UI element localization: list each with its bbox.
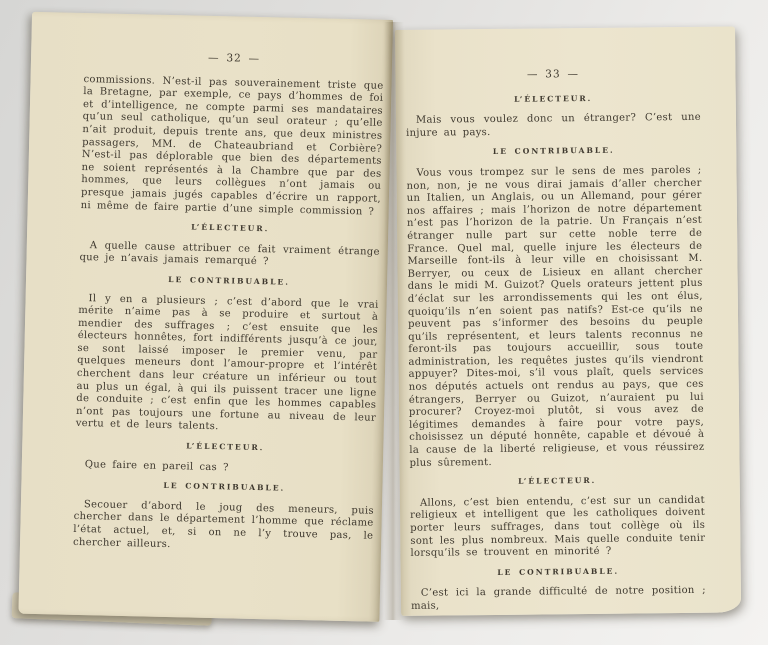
paragraph: commissions. N’est-il pas souverainement triste que la Bretagne, par exemple, ce pays d’hommes de foi et d’intelligence, ne compte parmi ses mandataires qu’un seul catholique, qu’un seul orateur ; qu’elle n’ait produit, depuis trente ans, que deux ministres passagers, MM. de Chateaubriand et Corbière? N’est-il pas déplorable que bien des départements ne soient représentés à la Chambre que par des hommes, que leurs collègues n’ont jamais ou presque jamais jugés capables d’écrire un rapport, ni même de faire partie d’une simple commission ? bbox=[80, 73, 384, 218]
left-page bbox=[18, 12, 393, 622]
paragraph: C’est ici la grande difficulté de notre position ; mais, bbox=[410, 585, 706, 612]
right-page-number: — 33 — bbox=[526, 68, 580, 81]
speaker-heading: L’ÉLECTEUR. bbox=[518, 476, 597, 486]
speaker-heading: LE CONTRIBUABLE. bbox=[163, 481, 286, 493]
paragraph: Vous vous trompez sur le sens de mes paroles ; non, non, je ne vous dirai jamais d’aller chercher un Italien, un Anglais, ou un Allemand, pour gérer nos affaires ; mais l’horizon de notre département n’est pas l’horizon de la patrie. Un Français n’est étranger nulle part sur cette noble terre de France. Quel mal, quelle injure les électeurs de Marseille font-ils à leur ville en choisissant M. Berryer, ou ceux de Lisieux en allant chercher dans le midi M. Guizot? Quels orateurs jettent plus d’éclat sur les arrondissements qui les ont élus, quoiqu’ils n’en soient pas natifs? Est-ce qu’ils ne peuvent pas s’informer des besoins du peuple qu’ils représentent, et leurs talents reconnus ne feront-ils pas toujours accueillir, sous toute administration, les requêtes justes qu’ils viendront appuyer? Dites-moi, s’il vous plaît, quels services nos députés actuels ont rendus au pays, que ces étrangers, Berryer ou Guizot, n’auraient pu lui procurer? Croyez-moi plutôt, si vous avez de légitimes demandes à faire pour votre pays, choisissez un député honnête, capable et dévoué à la cause de la liberté religieuse, et vous réussirez plus sûrement. bbox=[406, 164, 705, 469]
speaker-heading: L’ÉLECTEUR. bbox=[186, 441, 265, 453]
right-page bbox=[395, 26, 741, 616]
left-page-number: — 32 — bbox=[207, 51, 261, 65]
speaker-heading: L’ÉLECTEUR. bbox=[191, 222, 270, 234]
paragraph: A quelle cause attribuer ce fait vraiment étrange que je n’avais jamais remarqué ? bbox=[79, 239, 380, 268]
paragraph: Secouer d’abord le joug des meneurs, puis chercher dans le département l’homme que réclame l’état actuel, et, si on ne l’y trouve pas, le chercher ailleurs. bbox=[72, 498, 374, 550]
paragraph: Il y en a plusieurs ; c’est d’abord que le vrai mérite n’aime pas à se produire et surtout à mendier des suffrages ; c’est ensuite que les électeurs honnêtes, fort indifférents jusqu’à ce jour, se sont laissé imposer le premier venu, par quelques meneurs dont l’amour-propre et l’intérêt cherchent dans leur créature un inférieur ou tout au plus un égal, à qui ils puissent tracer une ligne de conduite ; c’est enfin que les hommes capables n’ont pas toujours une fortune au niveau de leur vertu et de leurs talents. bbox=[75, 292, 379, 433]
paragraph: Mais vous voulez donc un étranger? C’est une injure au pays. bbox=[406, 111, 701, 139]
paragraph: Que faire en pareil cas ? bbox=[84, 458, 229, 474]
speaker-heading: LE CONTRIBUABLE. bbox=[492, 146, 615, 157]
speaker-heading: LE CONTRIBUABLE. bbox=[497, 566, 620, 577]
paragraph: Allons, c’est bien entendu, c’est sur un candidat religieux et intelligent que les catholiques doivent porter leurs suffrages, dans tout collège où ils sont les plus nombreux. Mais quelle conduite tenir lorsqu’ils se trouvent en minorité ? bbox=[410, 494, 706, 560]
speaker-heading: LE CONTRIBUABLE. bbox=[168, 274, 291, 287]
speaker-heading: L’ÉLECTEUR. bbox=[514, 93, 593, 104]
